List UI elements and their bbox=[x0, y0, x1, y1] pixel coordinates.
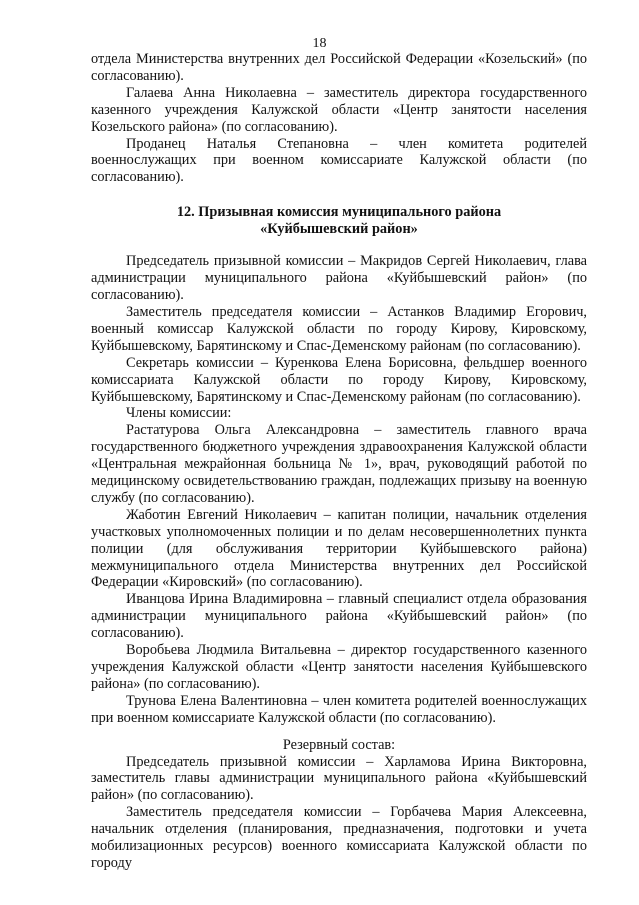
reserve-label: Резервный состав: bbox=[282, 736, 396, 753]
intro-continuation: отдела Министерства внутренних дел Российской Федерации «Козельский» (по согласованию). bbox=[91, 51, 587, 84]
commission-deputy: Заместитель председателя комиссии – Астанков Владимир Егорович, военный комиссар Калужской области по городу Кирову, Кировскому, Куйбышевскому, Барятинскому и Спас-Деменскому районам (по согласованию). bbox=[91, 303, 587, 354]
reserve-deputy: Заместитель председателя комиссии – Горбачева Мария Алексеевна, начальник отделения (планирования, предназначения, подготовки и учета мобилизационных ресурсов) военного комиссариата Калужской области по городу bbox=[91, 804, 587, 871]
commission-chairman: Председатель призывной комиссии – Макридов Сергей Николаевич, глава администрации муниципального района «Куйбышевский район» (по согласованию). bbox=[91, 253, 587, 304]
intro-member-prodanets: Проданец Наталья Степановна – член комитета родителей военнослужащих при военном комиссариате Калужской области (по согласованию). bbox=[91, 135, 587, 186]
page-number: 18 bbox=[312, 36, 327, 51]
section-heading-line2: «Куйбышевский район» bbox=[260, 221, 418, 238]
section-heading-line1: 12. Призывная комиссия муниципального района bbox=[176, 204, 502, 221]
document-body bbox=[91, 51, 587, 872]
intro-member-galaeva: Галаева Анна Николаевна – заместитель директора государственного казенного учреждения Калужской области «Центр занятости населения Козельского района» (по согласованию). bbox=[91, 84, 587, 135]
member-item: Растатурова Ольга Александровна – заместитель главного врача государственного бюджетного учреждения здравоохранения Калужской области «Центральная межрайонная больница № 1», врач, руководящий работой по медицинскому освидетельствованию граждан, подлежащих призыву на военную службу (по согласованию). bbox=[91, 422, 587, 506]
members-label: Члены комиссии: bbox=[126, 405, 232, 422]
reserve-chairman: Председатель призывной комиссии – Харламова Ирина Викторовна, заместитель главы администрации муниципального района «Куйбышевский район» (по согласованию). bbox=[91, 753, 587, 804]
commission-secretary: Секретарь комиссии – Куренкова Елена Борисовна, фельдшер военного комиссариата Калужской области по городу Кирову, Кировскому, Куйбышевскому, Барятинскому и Спас-Деменскому районам (по согласованию). bbox=[91, 354, 587, 405]
member-item: Воробьева Людмила Витальевна – директор государственного казенного учреждения Калужской области «Центр занятости населения Куйбышевского района» (по согласованию). bbox=[91, 642, 587, 692]
member-item: Жаботин Евгений Николаевич – капитан полиции, начальник отделения участковых уполномоченных полиции и по делам несовершеннолетних пункта полиции (для обслуживания территории Куйбышевского района) межмуниципального отдела Министерства внутренних дел Российской Федерации «Кировский» (по согласованию). bbox=[91, 506, 587, 591]
member-item: Трунова Елена Валентиновна – член комитета родителей военнослужащих при военном комиссариате Калужской области (по согласованию). bbox=[91, 692, 587, 726]
member-item: Иванцова Ирина Владимировна – главный специалист отдела образования администрации муниципального района «Куйбышевский район» (по согласованию). bbox=[91, 591, 587, 642]
